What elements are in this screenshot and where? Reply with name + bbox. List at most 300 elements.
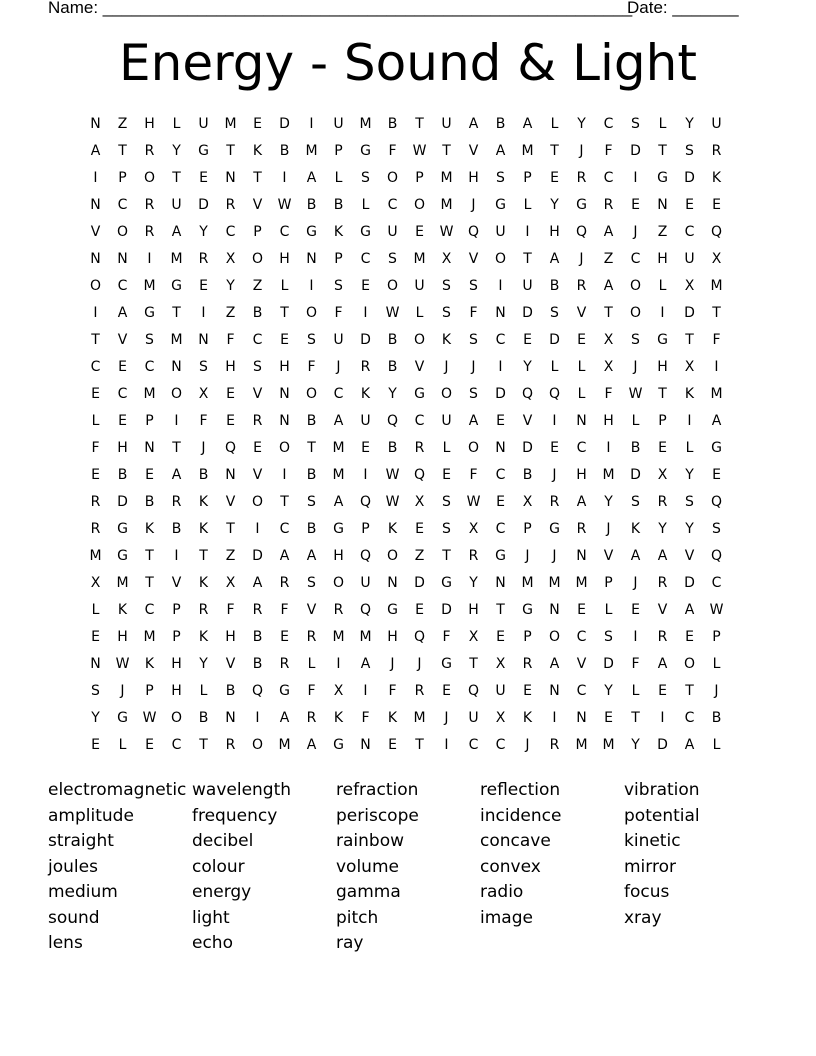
grid-letter: S	[361, 170, 370, 186]
grid-letter: H	[171, 683, 182, 699]
grid-letter: H	[468, 170, 479, 186]
grid-letter: G	[495, 548, 506, 564]
grid-letter: A	[468, 116, 479, 132]
grid-letter: R	[279, 656, 290, 672]
grid-letter: M	[116, 575, 129, 591]
grid-letter: D	[684, 170, 695, 186]
grid-letter: X	[468, 629, 479, 645]
grid-letter: B	[252, 656, 263, 672]
grid-letter: I	[147, 251, 152, 267]
grid-letter: K	[333, 710, 344, 726]
word-list-item: energy	[192, 882, 252, 902]
word-list-item: radio	[480, 882, 524, 902]
grid-letter: J	[444, 710, 449, 726]
grid-letter: V	[252, 197, 263, 213]
grid-letter: T	[226, 143, 235, 159]
grid-letter: S	[442, 278, 451, 294]
grid-letter: P	[334, 143, 343, 159]
grid-letter: O	[170, 710, 183, 726]
grid-letter: K	[387, 521, 398, 537]
grid-letter: B	[306, 413, 317, 429]
grid-letter: M	[440, 170, 453, 186]
grid-letter: F	[604, 143, 613, 159]
grid-letter: D	[657, 737, 668, 753]
grid-letter: J	[444, 359, 449, 375]
grid-letter: N	[225, 710, 236, 726]
grid-letter: I	[309, 278, 314, 294]
grid-letter: F	[226, 332, 235, 348]
grid-letter: L	[91, 413, 100, 429]
grid-letter: S	[307, 494, 316, 510]
grid-letter: X	[657, 467, 668, 483]
grid-letter: Z	[657, 224, 668, 240]
grid-letter: E	[523, 332, 532, 348]
grid-letter: U	[441, 116, 452, 132]
grid-letter: A	[468, 413, 479, 429]
grid-letter: I	[660, 710, 665, 726]
grid-letter: D	[279, 116, 290, 132]
grid-letter: U	[441, 413, 452, 429]
grid-letter: C	[144, 602, 155, 618]
grid-letter: U	[198, 116, 209, 132]
grid-letter: Z	[225, 305, 236, 321]
grid-letter: C	[495, 467, 506, 483]
grid-letter: I	[174, 548, 179, 564]
grid-letter: S	[631, 494, 640, 510]
grid-letter: M	[575, 575, 588, 591]
grid-letter: L	[118, 737, 127, 753]
grid-letter: I	[552, 710, 557, 726]
grid-letter: M	[305, 143, 318, 159]
grid-letter: Y	[523, 359, 532, 375]
grid-letter: T	[631, 710, 640, 726]
grid-letter: A	[495, 143, 506, 159]
grid-letter: H	[333, 548, 344, 564]
grid-letter: C	[684, 710, 695, 726]
grid-letter: M	[521, 575, 534, 591]
grid-letter: N	[171, 359, 182, 375]
grid-letter: I	[552, 413, 557, 429]
grid-letter: Q	[710, 494, 723, 510]
grid-letter: R	[198, 602, 209, 618]
grid-letter: O	[143, 170, 156, 186]
grid-letter: I	[309, 116, 314, 132]
grid-letter: B	[198, 467, 209, 483]
grid-letter: M	[521, 143, 534, 159]
grid-letter: I	[93, 170, 98, 186]
grid-letter: F	[199, 413, 208, 429]
grid-letter: R	[576, 521, 587, 537]
grid-letter: K	[630, 521, 641, 537]
word-list-item: periscope	[336, 805, 419, 826]
grid-letter: C	[252, 332, 263, 348]
grid-letter: C	[279, 521, 290, 537]
grid-letter: S	[469, 278, 478, 294]
grid-letter: M	[89, 548, 102, 564]
word-list-item: incidence	[480, 805, 562, 826]
grid-letter: X	[333, 683, 344, 699]
grid-letter: S	[307, 332, 316, 348]
grid-letter: U	[468, 710, 479, 726]
grid-letter: F	[388, 683, 397, 699]
grid-letter: E	[604, 710, 613, 726]
grid-letter: U	[684, 251, 695, 267]
grid-letter: A	[333, 494, 344, 510]
grid-letter: L	[550, 359, 559, 375]
grid-letter: E	[496, 629, 505, 645]
grid-letter: M	[332, 629, 345, 645]
grid-letter: F	[280, 602, 289, 618]
grid-letter: B	[144, 494, 155, 510]
word-list-item: electromagnetic	[48, 780, 187, 800]
grid-letter: L	[604, 602, 613, 618]
grid-letter: C	[603, 170, 614, 186]
grid-letter: M	[332, 440, 345, 456]
grid-letter: Q	[224, 440, 237, 456]
grid-letter: P	[523, 629, 532, 645]
grid-letter: R	[225, 737, 236, 753]
grid-letter: E	[523, 683, 532, 699]
grid-letter: L	[334, 170, 343, 186]
grid-letter: M	[143, 629, 156, 645]
grid-letter: T	[496, 602, 505, 618]
grid-letter: N	[279, 386, 290, 402]
grid-letter: R	[144, 224, 155, 240]
grid-letter: O	[386, 278, 399, 294]
grid-letter: X	[603, 359, 614, 375]
grid-letter: E	[577, 602, 586, 618]
grid-letter: P	[658, 413, 667, 429]
word-list-item: image	[480, 907, 533, 928]
grid-letter: E	[631, 197, 640, 213]
grid-letter: Y	[199, 224, 208, 240]
grid-letter: E	[226, 386, 235, 402]
grid-letter: T	[415, 116, 424, 132]
grid-letter: N	[495, 575, 506, 591]
grid-letter: E	[658, 440, 667, 456]
grid-letter: E	[550, 170, 559, 186]
grid-letter: T	[172, 170, 181, 186]
grid-letter: R	[306, 710, 317, 726]
grid-letter: C	[90, 359, 101, 375]
grid-letter: J	[714, 683, 719, 699]
grid-letter: U	[171, 197, 182, 213]
grid-letter: A	[657, 548, 668, 564]
grid-letter: H	[603, 413, 614, 429]
grid-letter: W	[142, 710, 157, 726]
grid-letter: H	[549, 224, 560, 240]
grid-letter: Q	[710, 224, 723, 240]
grid-letter: O	[332, 575, 345, 591]
grid-letter: F	[91, 440, 100, 456]
grid-letter: J	[471, 197, 476, 213]
grid-letter: O	[629, 278, 642, 294]
grid-letter: R	[252, 413, 263, 429]
grid-letter: C	[279, 224, 290, 240]
grid-letter: W	[115, 656, 130, 672]
grid-letter: L	[685, 440, 694, 456]
grid-letter: O	[251, 737, 264, 753]
grid-letter: V	[522, 413, 533, 429]
grid-letter: Q	[386, 413, 399, 429]
grid-letter: Y	[550, 197, 559, 213]
grid-letter: V	[117, 332, 128, 348]
grid-letter: O	[251, 251, 264, 267]
grid-letter: O	[170, 386, 183, 402]
grid-letter: S	[442, 521, 451, 537]
grid-letter: V	[252, 386, 263, 402]
grid-letter: D	[522, 440, 533, 456]
grid-letter: V	[603, 548, 614, 564]
grid-letter: X	[684, 359, 695, 375]
grid-letter: K	[711, 170, 722, 186]
grid-letter: K	[252, 143, 263, 159]
grid-letter: C	[117, 278, 128, 294]
grid-letter: B	[279, 143, 290, 159]
grid-letter: M	[548, 575, 561, 591]
grid-letter: E	[145, 467, 154, 483]
grid-letter: B	[630, 440, 641, 456]
grid-letter: A	[306, 548, 317, 564]
grid-letter: K	[684, 386, 695, 402]
grid-letter: A	[306, 737, 317, 753]
grid-letter: K	[441, 332, 452, 348]
grid-letter: R	[225, 197, 236, 213]
grid-letter: F	[631, 656, 640, 672]
word-list-item: colour	[192, 856, 245, 877]
grid-letter: O	[305, 386, 318, 402]
grid-letter: A	[576, 494, 587, 510]
grid-letter: N	[576, 548, 587, 564]
word-list-item: sound	[48, 907, 100, 928]
grid-letter: I	[444, 737, 449, 753]
grid-letter: R	[657, 629, 668, 645]
grid-letter: M	[440, 197, 453, 213]
word-list-item: amplitude	[48, 805, 134, 826]
grid-letter: E	[415, 224, 424, 240]
grid-letter: H	[144, 116, 155, 132]
grid-letter: O	[386, 170, 399, 186]
grid-letter: Y	[226, 278, 235, 294]
grid-letter: C	[360, 251, 371, 267]
grid-letter: W	[628, 386, 643, 402]
grid-letter: O	[683, 656, 696, 672]
grid-letter: G	[441, 575, 452, 591]
grid-letter: L	[91, 602, 100, 618]
grid-letter: V	[225, 494, 236, 510]
grid-letter: E	[91, 737, 100, 753]
grid-letter: A	[252, 575, 263, 591]
grid-letter: V	[306, 602, 317, 618]
grid-letter: G	[495, 197, 506, 213]
grid-letter: S	[388, 251, 397, 267]
grid-letter: D	[360, 332, 371, 348]
grid-letter: J	[579, 143, 584, 159]
grid-letter: C	[117, 197, 128, 213]
grid-letter: M	[143, 386, 156, 402]
grid-letter: A	[306, 170, 317, 186]
grid-letter: D	[684, 305, 695, 321]
grid-letter: Q	[251, 683, 264, 699]
grid-letter: S	[442, 305, 451, 321]
grid-letter: E	[199, 278, 208, 294]
grid-letter: J	[633, 575, 638, 591]
grid-letter: G	[279, 683, 290, 699]
grid-letter: M	[170, 251, 183, 267]
word-list-item: light	[192, 907, 230, 928]
grid-letter: C	[495, 521, 506, 537]
grid-letter: Q	[359, 602, 372, 618]
grid-letter: I	[633, 629, 638, 645]
grid-letter: F	[469, 467, 478, 483]
grid-letter: V	[468, 251, 479, 267]
grid-letter: G	[117, 521, 128, 537]
grid-letter: H	[117, 629, 128, 645]
grid-letter: V	[468, 143, 479, 159]
grid-letter: C	[684, 224, 695, 240]
grid-letter: Z	[225, 548, 236, 564]
grid-letter: M	[224, 116, 237, 132]
grid-letter: N	[225, 467, 236, 483]
grid-letter: N	[495, 440, 506, 456]
grid-letter: B	[387, 116, 398, 132]
grid-letter: C	[468, 737, 479, 753]
grid-letter: X	[468, 521, 479, 537]
grid-letter: N	[117, 251, 128, 267]
grid-letter: L	[280, 278, 289, 294]
grid-letter: G	[117, 710, 128, 726]
word-list-item: mirror	[624, 856, 676, 877]
grid-letter: I	[660, 305, 665, 321]
grid-letter: A	[171, 224, 182, 240]
grid-letter: B	[306, 467, 317, 483]
grid-letter: V	[171, 575, 182, 591]
grid-letter: O	[251, 494, 264, 510]
grid-letter: N	[576, 413, 587, 429]
grid-letter: J	[336, 359, 341, 375]
grid-letter: O	[386, 548, 399, 564]
word-list-item: medium	[48, 882, 118, 902]
grid-letter: V	[576, 305, 587, 321]
grid-letter: G	[333, 737, 344, 753]
word-list-item: lens	[48, 933, 83, 953]
grid-letter: R	[414, 683, 425, 699]
grid-letter: T	[685, 683, 694, 699]
grid-letter: T	[199, 737, 208, 753]
grid-letter: D	[414, 575, 425, 591]
grid-letter: T	[145, 575, 154, 591]
grid-letter: T	[118, 143, 127, 159]
grid-letter: Y	[604, 494, 613, 510]
grid-letter: U	[360, 575, 371, 591]
grid-letter: T	[91, 332, 100, 348]
grid-letter: F	[604, 386, 613, 402]
grid-letter: I	[714, 359, 719, 375]
grid-letter: I	[606, 440, 611, 456]
word-list-item: volume	[336, 856, 399, 877]
grid-letter: G	[522, 602, 533, 618]
grid-letter: T	[469, 656, 478, 672]
grid-letter: Q	[359, 548, 372, 564]
grid-letter: K	[198, 494, 209, 510]
grid-letter: G	[441, 656, 452, 672]
grid-letter: N	[198, 332, 209, 348]
grid-letter: S	[145, 332, 154, 348]
grid-letter: E	[253, 116, 262, 132]
grid-letter: D	[252, 548, 263, 564]
grid-letter: P	[145, 683, 154, 699]
grid-letter: N	[387, 575, 398, 591]
grid-letter: E	[577, 332, 586, 348]
word-list-item: ray	[336, 933, 364, 953]
grid-letter: G	[306, 224, 317, 240]
grid-letter: T	[415, 737, 424, 753]
grid-letter: E	[226, 413, 235, 429]
grid-letter: E	[118, 413, 127, 429]
grid-letter: C	[117, 386, 128, 402]
grid-letter: U	[333, 332, 344, 348]
grid-letter: C	[225, 224, 236, 240]
grid-letter: I	[255, 521, 260, 537]
grid-letter: X	[684, 278, 695, 294]
grid-letter: E	[118, 359, 127, 375]
grid-letter: S	[685, 494, 694, 510]
grid-letter: V	[90, 224, 101, 240]
grid-letter: J	[552, 548, 557, 564]
grid-letter: U	[333, 116, 344, 132]
grid-letter: X	[441, 251, 452, 267]
word-list-item: straight	[48, 831, 114, 851]
name-field-label: Name: ________________________________________________________	[48, 0, 633, 17]
grid-letter: O	[89, 278, 102, 294]
grid-letter: K	[144, 521, 155, 537]
grid-letter: T	[307, 440, 316, 456]
grid-letter: Y	[685, 521, 694, 537]
grid-letter: U	[414, 278, 425, 294]
grid-letter: T	[658, 143, 667, 159]
grid-letter: M	[359, 116, 372, 132]
grid-letter: R	[90, 521, 101, 537]
grid-letter: K	[144, 656, 155, 672]
grid-letter: L	[631, 413, 640, 429]
grid-letter: U	[387, 224, 398, 240]
grid-letter: N	[657, 197, 668, 213]
grid-letter: G	[711, 440, 722, 456]
grid-letter: B	[387, 359, 398, 375]
grid-letter: G	[549, 521, 560, 537]
grid-letter: G	[657, 332, 668, 348]
grid-letter: E	[658, 683, 667, 699]
grid-letter: P	[712, 629, 721, 645]
word-search-grid	[82, 111, 730, 759]
grid-letter: R	[657, 494, 668, 510]
grid-letter: X	[225, 575, 236, 591]
grid-letter: R	[711, 143, 722, 159]
grid-letter: S	[604, 629, 613, 645]
grid-letter: D	[630, 143, 641, 159]
grid-letter: Z	[603, 251, 614, 267]
grid-letter: E	[361, 278, 370, 294]
grid-letter: R	[414, 440, 425, 456]
grid-letter: D	[522, 305, 533, 321]
grid-letter: Y	[91, 710, 100, 726]
grid-letter: F	[226, 602, 235, 618]
grid-letter: U	[360, 413, 371, 429]
grid-letter: P	[523, 521, 532, 537]
grid-letter: X	[522, 494, 533, 510]
grid-letter: E	[712, 467, 721, 483]
grid-letter: W	[439, 224, 454, 240]
